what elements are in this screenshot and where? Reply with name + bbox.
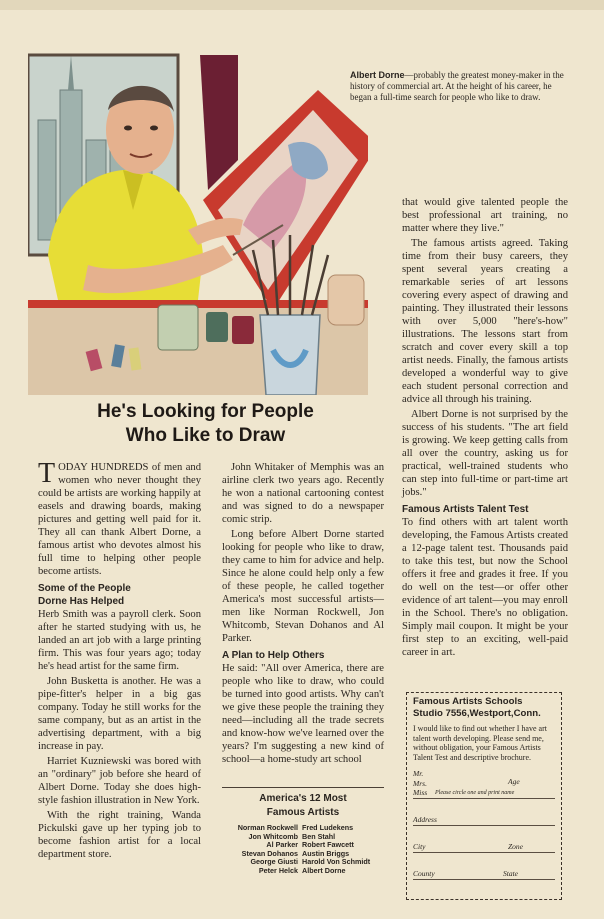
- address-field[interactable]: [413, 801, 555, 826]
- artist-name: Fred Ludekens: [302, 823, 354, 832]
- paragraph-harriet: Harriet Kuzniewski was bored with an "ordinary" job before she heard of Albert Dorne. Today she does high-style fashion illustration in New York.: [38, 756, 201, 806]
- artist-name: Al Parker: [266, 840, 298, 850]
- paragraph-not-surprised: Albert Dorne is not surprised by the success of his students. "The art field is growing. We keep getting calls from all over the country, asking us for practical, well-trained students who can step into full-time or part-time art jobs.": [402, 409, 568, 498]
- city-label: City: [413, 842, 426, 851]
- headline-line-2: Who Like to Draw: [125, 425, 286, 446]
- headline: [28, 400, 383, 448]
- paragraph-john-busketta: John Busketta is another. He was a pipe-fitter's helper in a big gas company. Today he still works for the same company, but as an artist in the advertising department, with a big increase in pay.: [38, 676, 201, 752]
- headline-line-1: He's Looking for People: [97, 401, 314, 422]
- subheading-people-helped: [38, 582, 201, 608]
- artist-names: [222, 824, 384, 876]
- county-state-field[interactable]: [413, 855, 555, 880]
- miss-label: Miss: [413, 788, 428, 797]
- artist-name: Robert Fawcett: [302, 840, 354, 850]
- artist-illustration: [28, 50, 368, 395]
- zone-label: Zone: [508, 842, 523, 851]
- illustration-caption: [350, 70, 565, 103]
- paragraph-herb-smith: Herb Smith was a payroll clerk. Soon after he started studying with us, he landed an art job with a large printing firm. This was four years ago; today he's head artist for the same firm.: [38, 609, 201, 672]
- famous-artists-title-line-1: America's 12 Most: [259, 793, 347, 804]
- artist-name: Stevan Dohanos: [241, 848, 298, 858]
- famous-artists-title-line-2: Famous Artists: [266, 807, 340, 818]
- coupon-title: [413, 696, 555, 720]
- page-top-edge: [0, 0, 604, 10]
- famous-artists-title: [222, 792, 384, 820]
- paragraph-john-whitaker: John Whitaker of Memphis was an airline clerk two years ago. Recently he won a national cartooning contest and was signed to do a newspaper comic strip.: [222, 462, 384, 525]
- caption-name: Albert Dorne: [350, 70, 405, 80]
- mr-label: Mr.: [413, 769, 424, 778]
- state-label: State: [503, 869, 518, 878]
- artist-name: Ben Stahl: [302, 831, 336, 841]
- artist-name: Norman Rockwell: [237, 823, 298, 832]
- paragraph-he-said: He said: "All over America, there are people who like to draw, who could be turned into good artists. Why can't we give these people the training they need—including all the trade secrets and know-how we've learned over the years? I'm suggesting a new kind of school—a home-study art school: [222, 663, 384, 765]
- artist-name: Albert Dorne: [302, 865, 346, 875]
- intro-paragraph: [38, 458, 201, 578]
- article-column-1: [38, 458, 201, 863]
- age-label: Age: [508, 777, 520, 786]
- name-field[interactable]: [413, 764, 555, 799]
- paragraph-talent-test: To find others with art talent worth developing, the Famous Artists created a 12-page talent test. Thousands paid to take this test, but now the School offers it free and grades it free. If you do well on the test—or offer other evidence of art talent—you may enroll in the School. There's no obligation. Simply mail coupon. It might be your first step to an exciting, well-paid career in art.: [402, 517, 568, 658]
- coupon-studio-address: Studio 7556,Westport,Conn.: [413, 708, 541, 719]
- paragraph-artists-agreed: The famous artists agreed. Taking time from their busy careers, they spent several years creating a remarkable series of art lessons covering every aspect of drawing and painting. They illustrated their lessons with over 5,000 "here's-how" illustrations. The lessons start from scratch and cover every skill a top artist needs. Finally, the famous artists developed a wonderful way to give each student personal correction and advice all through his training.: [402, 238, 568, 405]
- county-label: County: [413, 869, 435, 878]
- paragraph-long-before: Long before Albert Dorne started looking for people who like to draw, they came to him for advice and help. Since he alone could help only a few of these people, he called together America's most successful artists—men like Norman Rockwell, Jon Whitcomb, Stevan Dohanos and Al Parker.: [222, 529, 384, 644]
- paragraph-continuation: that would give talented people the best professional art training, no matter where they live.": [402, 197, 568, 234]
- subheading-line-2: Dorne Has Helped: [38, 596, 125, 607]
- artist-name: Peter Helck: [258, 865, 298, 875]
- article-column-3: [402, 196, 568, 661]
- famous-artists-box: [222, 787, 384, 878]
- circle-note: Please circle one and print name: [435, 790, 515, 796]
- subheading-talent-test: Famous Artists Talent Test: [402, 504, 529, 515]
- mrs-label: Mrs.: [413, 779, 427, 788]
- mail-coupon[interactable]: [406, 692, 562, 900]
- address-label: Address: [413, 815, 437, 824]
- artist-names-right: [302, 824, 384, 876]
- city-zone-field[interactable]: [413, 828, 555, 853]
- artist-name: Austin Briggs: [302, 848, 350, 858]
- caption-text: —probably the greatest money-maker in the history of commercial art. At the height of his career, he began a full-time search for people who like to draw.: [350, 70, 564, 102]
- coupon-body: I would like to find out whether I have art talent worth developing. Please send me, without obligation, your Famous Artists Talent Test and descriptive brochure.: [413, 724, 547, 762]
- subheading-line-1: Some of the People: [38, 583, 131, 594]
- intro-smallcaps: ODAY HUNDREDS: [58, 462, 149, 473]
- artist-name: Jon Whitcomb: [248, 831, 298, 841]
- artist-name: Harold Von Schmidt: [302, 857, 371, 867]
- subheading-plan: A Plan to Help Others: [222, 650, 325, 661]
- drop-cap: T: [38, 458, 56, 489]
- artist-name: George Giusti: [250, 857, 298, 867]
- coupon-school-name: Famous Artists Schools: [413, 696, 523, 707]
- article-column-2: [222, 461, 384, 768]
- artist-names-left: [222, 824, 302, 876]
- intro-text: of men and women who never thought they could be artists are working happily at easels and drawing boards, making pictures and getting well paid for it. They all can thank Albert Dorne, a famous artist who devotes almost his full time to helping other people become artists.: [38, 462, 201, 577]
- paragraph-wanda: With the right training, Wanda Pickulski gave up her typing job to become fashion artist for a local department store.: [38, 810, 201, 860]
